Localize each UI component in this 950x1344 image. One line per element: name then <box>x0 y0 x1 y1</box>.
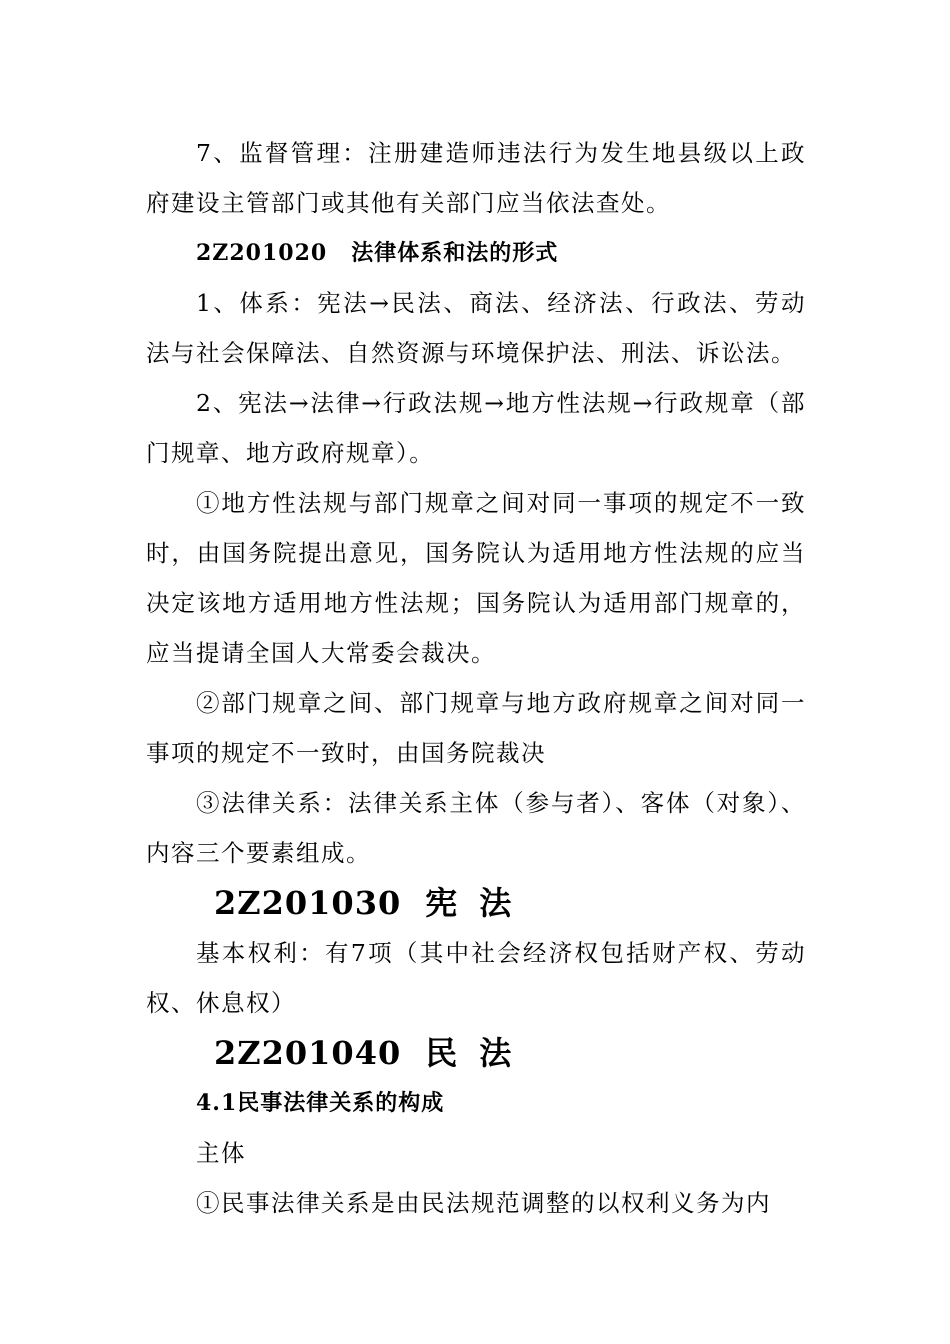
paragraph-supervision: 7、监督管理：注册建造师违法行为发生地县级以上政府建设主管部门或其他有关部门应当依法查处。 <box>146 139 806 217</box>
paragraph-hierarchy: 2、宪法→法律→行政法规→地方性法规→行政规章（部门规章、地方政府规章）。 <box>146 389 806 467</box>
paragraph-civil-item-1: ①民事法律关系是由民法规范调整的以权利义务为内 <box>196 1189 771 1217</box>
paragraph-item-3: ③法律关系：法律关系主体（参与者）、客体（对象）、内容三个要素组成。 <box>146 789 806 867</box>
paragraph-item-2: ②部门规章之间、部门规章与地方政府规章之间对同一事项的规定不一致时，由国务院裁决 <box>146 689 806 767</box>
section-heading-legal-system <box>146 228 806 278</box>
section-code: 2Z201040 <box>214 1034 402 1072</box>
paragraph-subject: 主体 <box>196 1139 246 1167</box>
section-code: 2Z201020 <box>196 240 328 266</box>
document-body <box>146 128 806 1228</box>
section-heading-constitution <box>146 878 806 928</box>
subsection-heading-civil-relations: 4.1民事法律关系的构成 <box>196 1090 445 1116</box>
paragraph-system: 1、体系：宪法→民法、商法、经济法、行政法、劳动法与社会保障法、自然资源与环境保护法、刑法、诉讼法。 <box>146 289 806 367</box>
section-title: 宪法 <box>425 884 534 922</box>
section-heading-civil-law <box>146 1028 806 1078</box>
paragraph-item-1: ①地方性法规与部门规章之间对同一事项的规定不一致时，由国务院提出意见，国务院认为适用地方性法规的应当决定该地方适用地方性法规；国务院认为适用部门规章的，应当提请全国人大常委会裁决。 <box>146 489 806 667</box>
section-title: 法律体系和法的形式 <box>351 240 559 266</box>
section-code: 2Z201030 <box>214 884 402 922</box>
paragraph-basic-rights: 基本权利：有7项（其中社会经济权包括财产权、劳动权、休息权） <box>146 939 806 1017</box>
section-title: 民法 <box>425 1034 534 1072</box>
